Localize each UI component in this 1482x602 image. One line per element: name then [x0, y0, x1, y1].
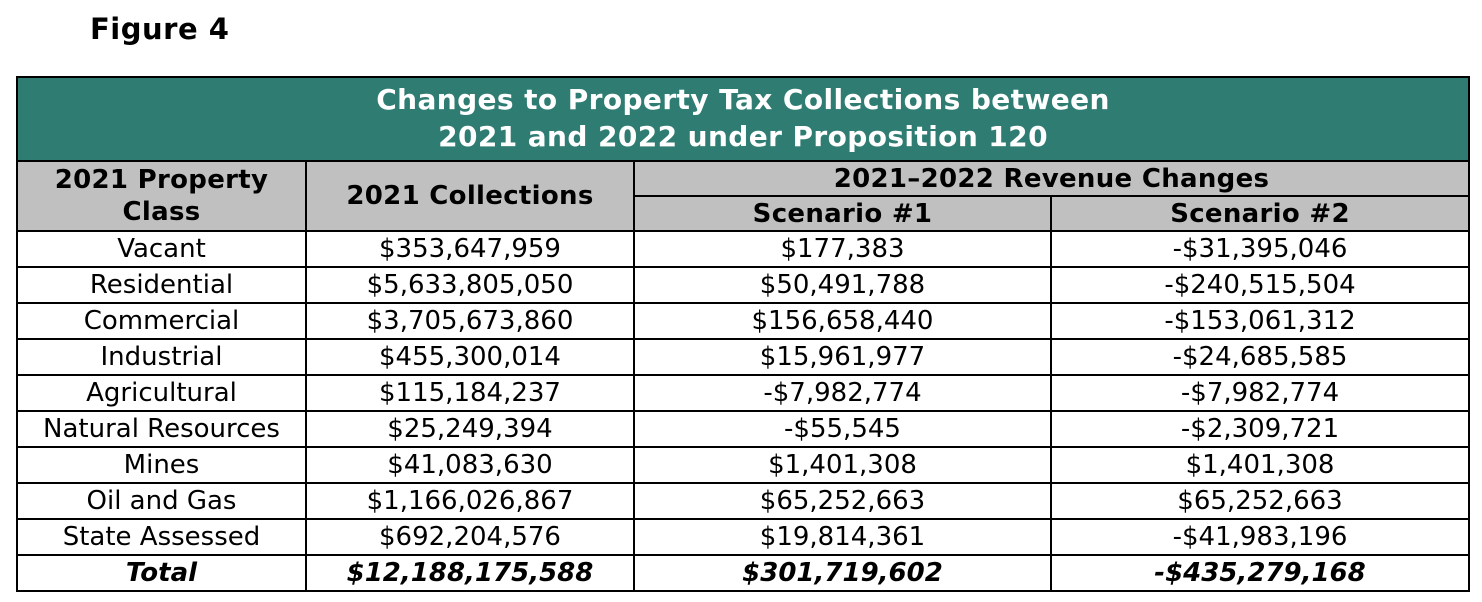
total-scenario1: $301,719,602 — [634, 555, 1051, 591]
cell-scenario2: -$7,982,774 — [1051, 375, 1469, 411]
header-scenario2: Scenario #2 — [1051, 196, 1469, 231]
cell-scenario1: -$7,982,774 — [634, 375, 1051, 411]
table-title-line1: Changes to Property Tax Collections between — [376, 83, 1110, 117]
cell-scenario1: $1,401,308 — [634, 447, 1051, 483]
table-row — [17, 411, 1469, 447]
cell-scenario2: -$153,061,312 — [1051, 303, 1469, 339]
cell-scenario1: -$55,545 — [634, 411, 1051, 447]
cell-scenario2: $1,401,308 — [1051, 447, 1469, 483]
table-row — [17, 267, 1469, 303]
header-collections: 2021 Collections — [306, 161, 634, 231]
header-revenue-changes: 2021–2022 Revenue Changes — [634, 161, 1469, 196]
header-property-class — [17, 161, 306, 231]
cell-class: Industrial — [17, 339, 306, 375]
table-row — [17, 231, 1469, 267]
cell-scenario2: -$41,983,196 — [1051, 519, 1469, 555]
figure-label: Figure 4 — [90, 12, 230, 46]
cell-class: Agricultural — [17, 375, 306, 411]
cell-class: State Assessed — [17, 519, 306, 555]
cell-scenario1: $15,961,977 — [634, 339, 1051, 375]
property-tax-table — [16, 76, 1470, 592]
cell-class: Mines — [17, 447, 306, 483]
cell-scenario2: -$31,395,046 — [1051, 231, 1469, 267]
cell-scenario1: $65,252,663 — [634, 483, 1051, 519]
table-row — [17, 375, 1469, 411]
cell-collections: $115,184,237 — [306, 375, 634, 411]
cell-collections: $692,204,576 — [306, 519, 634, 555]
cell-collections: $1,166,026,867 — [306, 483, 634, 519]
cell-scenario1: $177,383 — [634, 231, 1051, 267]
table-title-row — [17, 77, 1469, 161]
cell-collections: $41,083,630 — [306, 447, 634, 483]
cell-class: Oil and Gas — [17, 483, 306, 519]
table-row — [17, 519, 1469, 555]
cell-scenario2: -$240,515,504 — [1051, 267, 1469, 303]
cell-class: Commercial — [17, 303, 306, 339]
header-property-class-line2: Class — [122, 197, 201, 227]
cell-scenario1: $19,814,361 — [634, 519, 1051, 555]
table-row — [17, 303, 1469, 339]
cell-class: Residential — [17, 267, 306, 303]
header-scenario1: Scenario #1 — [634, 196, 1051, 231]
cell-collections: $353,647,959 — [306, 231, 634, 267]
cell-scenario1: $50,491,788 — [634, 267, 1051, 303]
cell-collections: $5,633,805,050 — [306, 267, 634, 303]
cell-collections: $455,300,014 — [306, 339, 634, 375]
header-property-class-line1: 2021 Property — [54, 164, 269, 195]
cell-scenario2: $65,252,663 — [1051, 483, 1469, 519]
table-title-line2: 2021 and 2022 under Proposition 120 — [438, 120, 1048, 153]
total-scenario2: -$435,279,168 — [1051, 555, 1469, 591]
cell-collections: $25,249,394 — [306, 411, 634, 447]
total-label: Total — [17, 555, 306, 591]
table-row — [17, 483, 1469, 519]
cell-scenario2: -$24,685,585 — [1051, 339, 1469, 375]
cell-class: Vacant — [17, 231, 306, 267]
header-row — [17, 161, 1469, 196]
cell-scenario1: $156,658,440 — [634, 303, 1051, 339]
table-row — [17, 339, 1469, 375]
cell-collections: $3,705,673,860 — [306, 303, 634, 339]
table-row — [17, 447, 1469, 483]
cell-class: Natural Resources — [17, 411, 306, 447]
cell-scenario2: -$2,309,721 — [1051, 411, 1469, 447]
total-collections: $12,188,175,588 — [306, 555, 634, 591]
table-title — [17, 77, 1469, 161]
total-row — [17, 555, 1469, 591]
